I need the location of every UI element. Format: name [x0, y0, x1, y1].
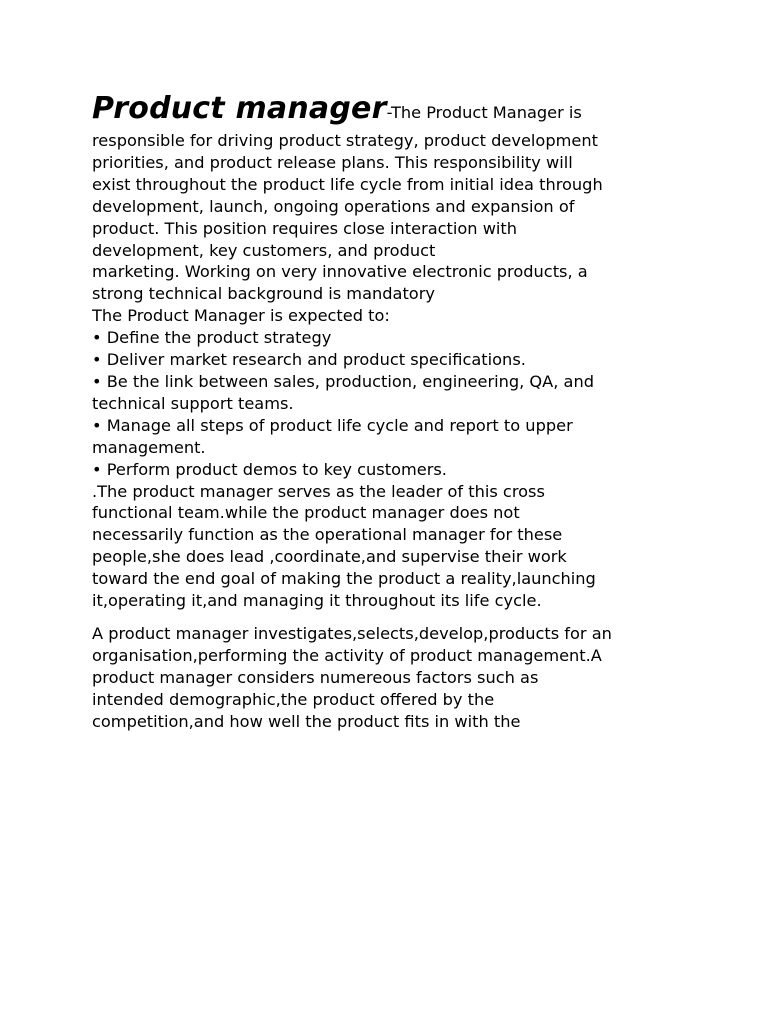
paragraph-line: competition,and how well the product fits in with the: [92, 711, 521, 731]
paragraph-line: people,she does lead ,coordinate,and supervise their work: [92, 547, 567, 567]
heading-tail-text: -The Product Manager is: [386, 103, 582, 122]
document-heading: Product manager: [92, 91, 387, 126]
paragraph-line: organisation,performing the activity of product management.A: [92, 645, 602, 665]
list-item: • Manage all steps of product life cycle and report to upper: [92, 415, 573, 435]
paragraph-line: marketing. Working on very innovative electronic products, a: [92, 262, 588, 282]
paragraph-line: functional team.while the product manager does not: [92, 503, 520, 523]
paragraph-line: strong technical background is mandatory: [92, 284, 435, 304]
paragraph-line: toward the end goal of making the product a reality,launching: [92, 569, 596, 589]
list-item: • Be the link between sales, production, engineering, QA, and: [92, 371, 594, 391]
title-line: [92, 92, 682, 130]
paragraph-line: it,operating it,and managing it throughout its life cycle.: [92, 591, 542, 611]
paragraph-line: priorities, and product release plans. This responsibility will: [92, 152, 573, 172]
paragraph-line: development, key customers, and product: [92, 240, 436, 260]
paragraph-line: product manager considers numereous factors such as: [92, 667, 539, 687]
list-item-continuation: technical support teams.: [92, 393, 294, 413]
paragraph-line: A product manager investigates,selects,develop,products for an: [92, 623, 612, 643]
paragraph-line: development, launch, ongoing operations and expansion of: [92, 196, 575, 216]
investigate-paragraph: [92, 623, 682, 733]
expected-intro: The Product Manager is expected to:: [92, 306, 390, 326]
paragraph-line: exist throughout the product life cycle from initial idea through: [92, 174, 603, 194]
list-item: • Perform product demos to key customers.: [92, 459, 447, 479]
intro-paragraph: [92, 130, 682, 305]
list-item: • Deliver market research and product specifications.: [92, 350, 526, 370]
paragraph-line: product. This position requires close interaction with: [92, 218, 518, 238]
responsibility-list: [92, 327, 682, 480]
document-page: [92, 92, 682, 732]
list-item-continuation: management.: [92, 437, 206, 457]
paragraph-gap: [92, 612, 682, 623]
paragraph-line: necessarily function as the operational manager for these: [92, 525, 563, 545]
paragraph-line: responsible for driving product strategy, product development: [92, 131, 598, 150]
paragraph-line: intended demographic,the product offered by the: [92, 689, 495, 709]
list-item: • Define the product strategy: [92, 328, 332, 348]
leader-paragraph: [92, 481, 682, 612]
paragraph-line: .The product manager serves as the leader of this cross: [92, 481, 545, 501]
